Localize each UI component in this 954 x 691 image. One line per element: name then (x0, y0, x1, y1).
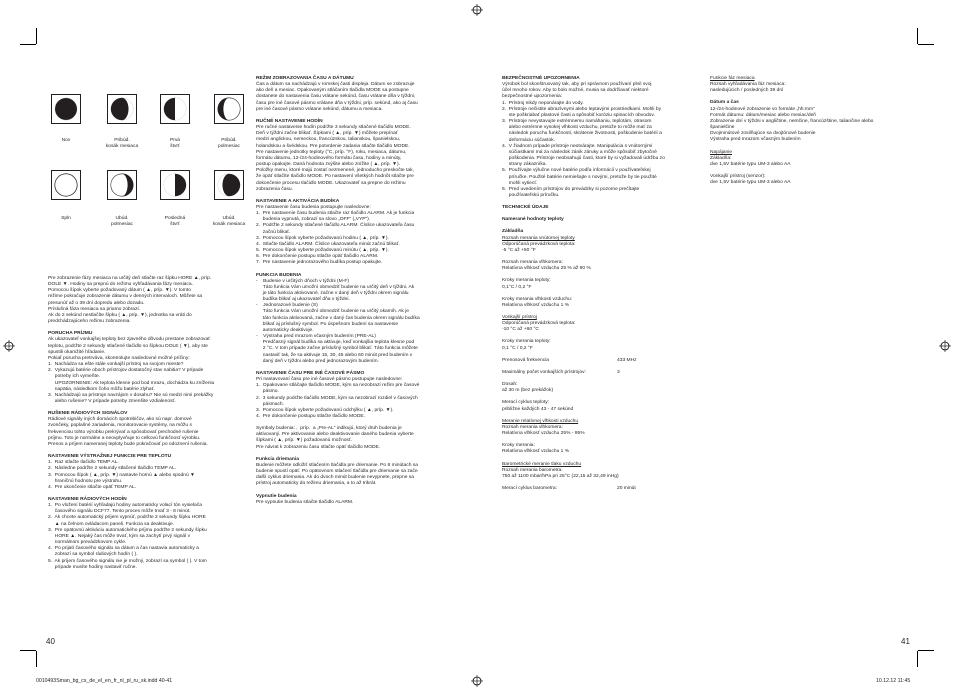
spec-key: Maximálny počet vonkajších prístrojov: (502, 369, 586, 375)
registration-mark-icon (471, 675, 483, 687)
paragraph: Základňa: dve 1,5V batérie typu UM-3 alebo AA (710, 155, 791, 167)
moon-phase-label: Ubúd. polmesiac (110, 216, 134, 227)
first-quarter-icon (160, 94, 190, 124)
paragraph: Čas a dátum sa nachádzajú v romskej časti displeja. Dátum se zobrazuje ako deň a mesiac. Opakovaným stláčaním tlačidla MODE sa postupne dostanete do nastavenia času vrátane sekúnd, času vrátane dňa v týždni, času pre iné časové pásmo vrátane dňa v týždni, príp. sekúnd, ako aj času pre iné časové pásmo vrátane sekúnd, dátumu a mesiaca. (256, 82, 418, 112)
page-number-left: 40 (46, 637, 55, 646)
section-heading: REŽIM ZOBRAZOVANIA ČASU A DÁTUMU (256, 76, 354, 81)
moon-phase-label: Pribúd. kosák mesiaca (105, 138, 139, 149)
registration-mark-icon (471, 4, 483, 16)
footer-timestamp: 10.12.12 11:45 (876, 678, 911, 684)
crop-mark (20, 650, 36, 651)
moon-phase-label: Pribúd. polmesiac (217, 138, 241, 149)
paragraph: 12-/24-hodinové zobrazenie vo formáte „hh:mm“ Formát dátumu: dátum/mesiac alebo mesiac/deň Zobrazenie dní v týždni v angličtine, nemčine, francúzštine, taliančine alebo španielčine Dvojminútové zosilňujúce sa dvojtónové budenie Výstraha pred mrazom včasným budením (710, 106, 874, 143)
subsection-heading: Vonkajší prístroj (502, 315, 537, 320)
last-quarter-icon (160, 170, 190, 200)
section-heading: Vypnutie budenia (256, 493, 297, 499)
subsection-heading: Meranie relatívnej vlhkosti vzduchu (502, 418, 579, 424)
middle-right-column (502, 76, 702, 492)
section-heading: TECHNICKÉ ÚDAJE (502, 205, 549, 211)
paragraph: Pre nastavenie času budenia postupujte nasledovne: 1. Pre nastavenie času budenia stlačte raz tlačidlo ALARM. Ak je funkcia budenia vypnutá, zobrazí sa slovo „OFF“ („VYP“). 2. Podržte 2 sekundy stlačené tlačidlo ALARM. Číslice ukazovateľa času začnú blikať. 3. Pomocou šípok vyberte požadovanú hodinu ( ▲, príp. ▼). 4. Stlačte tlačidlo ALARM. Číslice ukazovateľa minút začnú blikať. 5. Pomocou šípok vyberte požadovanú minútu ( ▲, príp. ▼). 6. Pre dokončenie postupu stlačte opäť tlačidlo ALARM. 7. Pre nastavenie jednorazového budíka postup opakujte. (256, 204, 415, 266)
paragraph: Rozsah vyhľadávania fáz mesiaca: nasledujúcich / posledných 39 dní (710, 82, 786, 94)
full-moon-icon (51, 170, 81, 200)
waning-gibbous-icon (107, 170, 137, 200)
section-heading: NASTAVENIE RÁDIOVÝCH HODÍN (48, 497, 127, 502)
paragraph: Odporúčaná prevádzková teplota: -10 °C až +60 °C (502, 321, 576, 333)
section-heading: Základňa (502, 229, 524, 235)
crop-mark (36, 651, 37, 667)
section-heading: Funkcia driemania (256, 456, 299, 462)
paragraph: Rozsah merania vlhkomera: Relatívna vlhkosť vzduchu 25% - 95% (502, 424, 585, 437)
paragraph: Kroky merania: Relatívna vlhkosť vzduchu 1 % (502, 443, 570, 455)
subsection-heading: Rozsah merania vnútornej teploty (502, 235, 575, 241)
subsection-heading: Funkcie fáz mesiaca (710, 76, 755, 81)
spec-value: 3 (617, 369, 620, 375)
paragraph: Kroky merania vlhkosti vzduchu: Relatívna vlhkosť vzduchu 1 % (502, 296, 573, 308)
paragraph: Odporúčaná prevádzková teplota: -5 °C až +50 °F (502, 241, 576, 253)
page-number-right: 41 (901, 637, 910, 646)
paragraph: Kroky merania teploty: 0,1°C / 0,2 °F (502, 278, 551, 290)
paragraph: Symboly budenia: , príp. a „Pre-AL“ indikujú, ktorý druh budenia je aktivovaný. Pre aktivovanie alebo deaktivovanie daného budenia vyberte šípkami ( ▲, príp. ▼) požadovanú možnosť. Pre návrat k zobrazeniu času stlačte opäť tlačidlo MODE. (256, 426, 414, 450)
section-heading: NASTAVENIE A AKTIVÁCIA BUDÍKA (256, 198, 340, 204)
paragraph: Rozsah merania barometra: 750 až 1100 mbar/hPa pri 25°C (22,15 až 32,49 inHg) (502, 467, 619, 479)
waxing-crescent-icon (107, 94, 137, 124)
paragraph: 1. Raz stlačte tlačidlo TEMP AL. 2. Následne podržte 2 sekundy stlačené tlačidlo TEMP AL. 3. Pomocou šípok ( ▲, príp. ▼) nastavte hornú ▲ alebo spodnú ▼ hraničnú hodnotu pre výstrahu. 4. Pre ukončenie stlačte opäť TEMP AL. (48, 460, 195, 490)
registration-mark-icon (939, 340, 951, 352)
spec-value: 20 minút (617, 485, 636, 491)
paragraph: Pre ručné nastavenie hodín podržte 3 sekundy stlačené tlačidlo MODE. Deň v týždni začne blikať. Šípkami ( ▲, príp. ▼) môžete prepínať medzi anglickou, nemeckou, francúzskou, talianskou, španielskou, holandskou a švédskou. Pre potvrdenie zadania stlačte tlačidlo MODE. Pre nastavenie jednotky teploty (°C, príp. °F), roku, mesiaca, dátumu, formátu dátumu, 12-/24-hodinového formátu času, hodiny a minúty, postup opakujte. Daná hodnota zvýšite alebo znížite ( ▲, príp. ▼). Položky menu, ktoré majú zostať nezmenené, jednoducho preskočte tak, že opäť stlačíte tlačidlo MODE. Po nastavení všetkých hodnôt stlačte pre dokončenie procesu tlačidlo MODE. Ukazovateľ sa prepne do režimu zobrazenia času. (256, 125, 414, 192)
section-heading: RUČNÉ NASTAVENIE HODÍN (256, 118, 323, 124)
section-heading: RUŠENIE RÁDIOVÝCH SIGNÁLOV (48, 411, 128, 417)
paragraph: - Budenie v určitých dňoch v týždni (M-F) Táto funkcia Vám umožní obmedziť budenie na určitý deň v týždni. Ak je táto funkcia aktivované, začne v daný deň v týždni okrem signálu budíka blikať aj ukazovateľ dňa v týždni. - Jednorazové budenie (S) Táto funkcia Vám umožní obmedziť budenie na určitý okamih. Ak je táto funkcia aktivovaná, začne v daný čas budenia okrem signálu budíka blikať aj príslušný symbol. Po úspešnom budení sa nastavenie automaticky deaktivuje. - Výstraha pred mrazom včasným budením (PRE-AL) Predčasný signál budíka sa aktivuje, keď vonkajšia teplota klesne pod 2 °C. V tom prípade začne príslušný symbol blikať. Táto funkcia môžete nastaviť tak, že sa aktivuje 15, 30, 45 alebo 60 minút pred budením v daný deň v týždni alebo pred jednorazovým budením. (256, 278, 420, 364)
spec-key: Prenosová frekvencia (502, 357, 550, 363)
paragraph: Pri nastavovaní času pre iné časové pásmo postupujte nasledovne: 1. Opakovane stláčajte tlačidlo MODE, kým sa nezobrazí režim pre časové pásmo. 2. 3 sekundy podržte tlačidlo MODE, kým sa nezobrazí rozdiel v časových pásmach. 3. Pomocou šípok vyberte požadovanú odchýlku ( ▲, príp. ▼). 4. Pre dokončenie postupu stlačte tlačidlo MODE. (256, 377, 420, 419)
paragraph: Pre vypnutie budenia stlačte tlačidlo ALARM. (256, 499, 354, 505)
section-heading: Namerané hodnoty teploty (502, 217, 564, 223)
crop-mark (20, 44, 36, 45)
moon-phase-label: Prvá štvrť (169, 138, 181, 149)
paragraph: Merací cyklus teploty: približne každých 43 - 47 sekúnd (502, 400, 574, 412)
waning-crescent-icon (214, 170, 244, 200)
paragraph: Dosah: až 30 m (bez prekážok) (502, 382, 554, 394)
paragraph: Rádiové signály iných domácich spotrebičov, ako sú napr. domové zvončeky, poplašné zariadenia, monitorovacie systémy, na môžu s frekvenciou tohto výrobku prekrývať a spôsobovať prechodné rušenie príjmu. Toto je normálne a neovplyvňuje to celkovú funkčnosť výrobku. Prenos a príjem nameranej teploty bude pokračovať po odoznení rušenia. (48, 417, 208, 447)
moon-phase-label: Spln (61, 216, 71, 221)
paragraph: Rozsah merania vlhkomera: Relatívna vlhkosť vzduchu 25 % až 90 % (502, 260, 591, 272)
section-heading: PORUCHA PRÍJMU (48, 331, 93, 337)
left-page-column (48, 276, 253, 571)
crop-mark (918, 650, 934, 651)
section-heading: Dátum a čas (710, 100, 739, 106)
crop-mark (917, 651, 918, 667)
footer-file-name: 0010493Sman_bg_cs_de_el_en_fr_nl_pl_ru_sk.indd 40-41 (36, 678, 173, 684)
paragraph: 1. Po vložení batérií vyhľadajú hodiny automaticky volací tón vysielača časového signálu DCF77. Tento proces môže trvať 3 - 8 minút. 2. Ak chcete automatický príjem vypnúť, podržte 2 sekundy šípku HORE ▲ na čelnom ovládacom paneli. Funkcia sa deaktivuje. 3. Pre opätovnú aktiváciu automatického príjmu podržte 2 sekundy šípku HORE ▲. Nejaký čas môže trvať, kým sa zachytí prvý signál v normálnom prevádzkovom cykle. 4. Po prijatí časového signálu sa dátum a čas nastavia automaticky a zobrazí sa symbol rádiových hodín ( ). 5. Ak príjem časového signálu nie je možný, zobrazí sa symbol ( ). V tom prípade musíte hodiny nastaviť ručne. (48, 503, 207, 570)
spec-value: 433 MHz (617, 357, 637, 363)
paragraph: Vonkajší prístroj (senzor): dve 1,5V batérie typu UM-3 alebo AA (710, 174, 791, 186)
paragraph: Kroky merania teploty: 0,1 °C / 0,2 °F (502, 339, 551, 351)
paragraph: Ak ukazovateľ vonkajšej teploty bez zjavného dôvodu prestane zobrazovať teplotu, podržte 2 sekundy stlačené tlačidlo so šípkou DOLE ( ▼), aby ste spustili okamžité hľadanie. Pokiaľ porucha pretrváva, skontrolujte nasledovné možné príčiny: 1. Nachádza sa ešte stále vonkajší prístroj na svojom mieste? 2. Vykazujú batérie oboch prístrojov dostatočný stav nabitia? V prípade potreby ich vymeňte. UPOZORNENIE: Ak teplota klesne pod bod mrazu, dochádza ku zníženiu napätia, následkom čoho môžu batérie zlyhať. 3. Nachádzajú sa prístroje navzájom v dosahu? Nie sú medzi nimi prekážky alebo rušenie? V prípade potreby zmenšite vzdialenosť. (48, 337, 215, 404)
paragraph: Pre zobrazenie fázy mesiaca na určitý deň stlačte raz šípku HORE ▲, príp. DOLE ▼. Hodiny sa prepnú do režimu vyhľadávania fázy mesiaca. Pomocou šípok vyberte požadovaný dátum ( ▲, príp. ▼). V tomto režime pokračuje zobrazenie dátumu v denných intervaloch. Môžete sa presunúť až o 39 dní dopredu alebo dozadu. Príslušná fáza mesiaca sa priamo zobrazí. Ak do 2 sekúnd nestlačíte šípku ( ▲, príp. ▼), jednotka sa vráti do predchádzajúceho režimu zobrazenia. (48, 276, 212, 325)
section-heading: BEZPEČNOSTNÉ UPOZORNENIA (502, 76, 580, 81)
section-heading: FUNKCIA BUDENIA (256, 272, 302, 278)
moon-phase-label: Posledná štvrť (164, 216, 186, 227)
registration-mark-icon (3, 340, 15, 352)
waxing-gibbous-icon (214, 94, 244, 124)
subsection-heading: Napájanie (710, 149, 733, 155)
crop-mark (917, 28, 918, 44)
crop-mark (36, 28, 37, 44)
spec-key: Merací cyklus barometra: (502, 485, 557, 491)
subsection-heading: Barometrické meranie tlaku vzduchu (502, 461, 582, 467)
paragraph: Výrobok bol skonštruovaný tak, aby pri správnom používaní plnil svoj účel mnoho rokov. Aby to bolo možné, musia sa dodržiavať niektoré bezpečnostné upozornenia: 1. Prístroj nikdy neponárajte do vody. 2. Prístroje nečistite abrazívnymi alebo leptavými prostriedkami. Mohli by ste poškriabať plastové časti a spôsobiť koróziu spinacích obvodov. 3. Prístroje nevystavujte extrémnemu namáhaniu, teplotám, otrasom alebo extrémne vysokej vlhkosti vzduchu, pretože to môže mať za následok poruchu funkčnosti, skrátenie životnosti, poškodenie batérií a deformáciu súčastok. 4. V žiadnom prípade prístroje neotvárajte. Manipulácia s vnútornými súčiastkami má za následok zánik záruky a môže spôsobiť zbytočné poškodenia. Prístroje neobsahujú časti, ktoré by si vyžadovali údržbu zo strany zákazníka. 5. Používajte výlučne nové batérie podľa informácií v používateľskej príručke. Použité batérie nemiešajte s novými, pretože by tie použité mohli vytiecť. 6. Pred uvedením prístrojov do prevádzky si pozorne prečítajte používateľskú príručku. (502, 82, 665, 198)
right-column (710, 76, 910, 186)
spec-row (502, 486, 702, 492)
section-heading: NASTAVENIE VÝSTRAŽNEJ FUNKCIE PRE TEPLOTU (48, 454, 172, 460)
new-moon-icon (51, 94, 81, 124)
middle-left-column (256, 76, 461, 506)
crop-mark (918, 44, 934, 45)
moon-phase-label: Ubúd. kosák mesiaca (212, 216, 246, 227)
section-heading: NASTAVENIE ČASU PRE INÉ ČASOVÉ PÁSMO (256, 370, 365, 376)
moon-phase-label: Nov (61, 138, 71, 143)
paragraph: Budenie môžete odložiť stlačením tlačidla pre driemanie. Po 8 minútach sa budenie spustí opäť. Po opätovnom stlačení tlačidla pre driemanie sa zače další cyklus driemania. Ak do dvoch minút budenie nevypnete, prepne sa prístroj automaticky do režimu driemania, a to až trikrát. (256, 462, 418, 487)
